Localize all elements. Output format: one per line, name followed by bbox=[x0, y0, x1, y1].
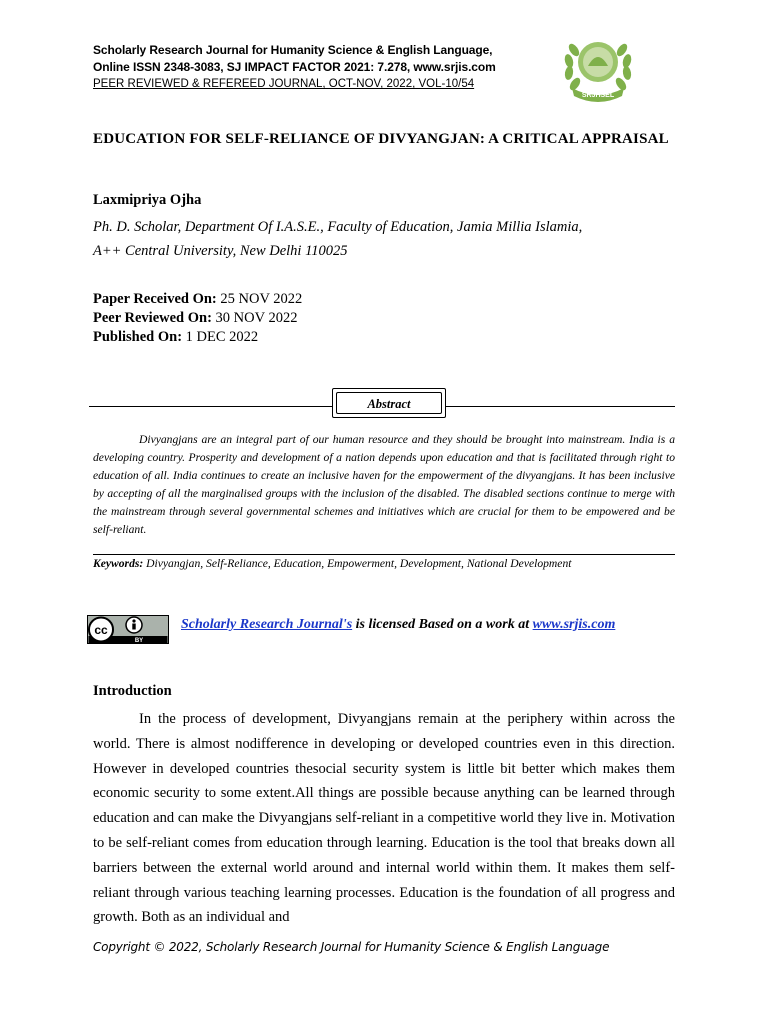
journal-volume: PEER REVIEWED & REFEREED JOURNAL, OCT-NOV, 2022, VOL-10/54 bbox=[93, 78, 475, 90]
svg-text:SRJHSEL: SRJHSEL bbox=[581, 92, 615, 99]
published-date: Published On: 1 DEC 2022 bbox=[93, 329, 259, 345]
copyright-footer: Copyright © 2022, Scholarly Research Journal for Humanity Science & English Language bbox=[93, 940, 610, 954]
introduction-heading: Introduction bbox=[93, 683, 172, 699]
journal-name: Scholarly Research Journal for Humanity Science & English Language, bbox=[93, 43, 493, 57]
keywords bbox=[93, 555, 675, 573]
abstract-divider-left bbox=[89, 406, 332, 407]
svg-text:BY: BY bbox=[134, 638, 144, 644]
introduction-text: In the process of development, Divyangjans remain at the periphery within across the world. There is almost nodifference in developing or developed countries even in this direction. However in developed countries thesocial security system is little bit better which makes them economic security to some extent.All things are possible because anything can be learned through education and can make the Divyangjans self-reliant in a competitive world they live in. Motivation to be self-reliant comes from education through learning. Education is the tool that breaks down all barriers between the external world around and internal world within them. It makes them self-reliant through various teaching learning processes. Education is the foundation of all progress and growth. Both as an individual and bbox=[93, 711, 675, 926]
journal-link[interactable]: Scholarly Research Journal's bbox=[181, 617, 353, 632]
cc-by-license-icon[interactable] bbox=[87, 615, 169, 644]
journal-header bbox=[93, 42, 523, 93]
keywords-text: Divyangjan, Self-Reliance, Education, Empowerment, Development, National Development bbox=[146, 557, 572, 570]
license-statement: Scholarly Research Journal's is licensed Based on a work at www.srjis.com bbox=[181, 617, 616, 632]
reviewed-date: Peer Reviewed On: 30 NOV 2022 bbox=[93, 310, 298, 326]
journal-logo-icon bbox=[558, 30, 638, 104]
paper-dates bbox=[93, 290, 302, 347]
website-link[interactable]: www.srjis.com bbox=[532, 617, 616, 632]
keywords-label: Keywords: bbox=[93, 557, 144, 570]
abstract-heading: Abstract bbox=[336, 392, 442, 414]
affiliation-line: A++ Central University, New Delhi 110025 bbox=[93, 243, 348, 259]
abstract-heading-box bbox=[332, 388, 446, 418]
received-date: Paper Received On: 25 NOV 2022 bbox=[93, 291, 303, 307]
abstract-divider-right bbox=[446, 406, 675, 407]
abstract-text: Divyangjans are an integral part of our human resource and they should be brought into mainstream. India is a developing country. Prosperity and development of a nation depends upon education and that is facilitated through right to education of all. India continues to create an inclusive haven for the empowerment of the divyangjans. It has been inclusive by accepting of all the marginalised groups with the inclusion of the disabled. The disabled sections continue to merge with the mainstream through several governmental schemes and initiatives which are crucial for them to be empowered and be self-reliant. bbox=[93, 433, 675, 536]
svg-text:cc: cc bbox=[94, 623, 108, 637]
author-affiliation bbox=[93, 215, 673, 263]
journal-issn: Online ISSN 2348-3083, SJ IMPACT FACTOR 2021: 7.278, www.srjis.com bbox=[93, 60, 496, 74]
affiliation-line: Ph. D. Scholar, Department Of I.A.S.E., Faculty of Education, Jamia Millia Islamia, bbox=[93, 219, 583, 235]
paper-title: EDUCATION FOR SELF-RELIANCE OF DIVYANGJAN: A CRITICAL APPRAISAL bbox=[93, 131, 669, 147]
author-name: Laxmipriya Ojha bbox=[93, 192, 202, 208]
